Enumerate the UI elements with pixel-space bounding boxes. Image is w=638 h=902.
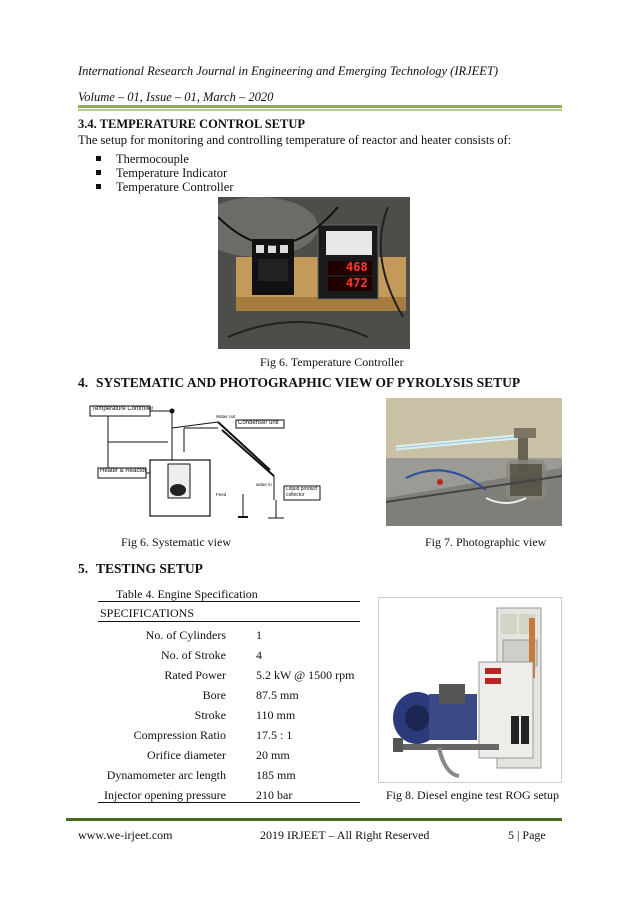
diesel-engine-photo bbox=[378, 597, 562, 783]
section-3-4-intro: The setup for monitoring and controlling temperature of reactor and heater consists of: bbox=[78, 133, 512, 147]
fig8-caption: Fig 8. Diesel engine test ROG setup bbox=[386, 788, 559, 802]
pyrolysis-photo bbox=[386, 398, 562, 526]
header-rule bbox=[78, 105, 562, 108]
systematic-diagram bbox=[88, 400, 322, 520]
diagram-label-temp-controller: Temperature Controller bbox=[92, 406, 154, 412]
spec-value: 5.2 kW @ 1500 rpm bbox=[256, 668, 355, 682]
diagram-label-condenser: Condenser unit bbox=[238, 420, 279, 426]
table-bottom-rule bbox=[98, 802, 360, 803]
section-5-number: 5. bbox=[78, 561, 89, 576]
table-header: SPECIFICATIONS bbox=[100, 606, 195, 620]
fig7-caption: Fig 7. Photographic view bbox=[425, 535, 547, 549]
component-list bbox=[96, 152, 233, 194]
spec-label: Orifice diameter bbox=[147, 748, 226, 762]
table-row bbox=[98, 768, 360, 788]
table-top-rule bbox=[98, 601, 360, 602]
spec-label: Injector opening pressure bbox=[104, 788, 226, 802]
footer-copyright: 2019 IRJEET – All Right Reserved bbox=[260, 828, 430, 842]
table-row bbox=[98, 668, 360, 688]
display-bottom-value: 472 bbox=[346, 276, 368, 290]
fig6-caption: Fig 6. Temperature Controller bbox=[260, 355, 404, 369]
table-row bbox=[98, 648, 360, 668]
footer-rule bbox=[66, 818, 562, 821]
list-item: Temperature Indicator bbox=[96, 166, 233, 180]
table-row bbox=[98, 708, 360, 728]
footer-website: www.we-irjeet.com bbox=[78, 828, 173, 842]
spec-value: 1 bbox=[256, 628, 262, 642]
fig6-systematic-caption: Fig 6. Systematic view bbox=[121, 535, 231, 549]
spec-value: 20 mm bbox=[256, 748, 290, 762]
list-item: Temperature Controller bbox=[96, 180, 233, 194]
table-row bbox=[98, 628, 360, 648]
footer-page-number: 5 | Page bbox=[508, 828, 546, 842]
spec-label: Bore bbox=[202, 688, 226, 702]
journal-title: International Research Journal in Engineering and Emerging Technology (IRJEET) bbox=[78, 64, 499, 78]
spec-label: Rated Power bbox=[164, 668, 226, 682]
table-caption: Table 4. Engine Specification bbox=[116, 587, 258, 601]
diagram-label-water-out: Water out bbox=[216, 414, 236, 419]
spec-label: Compression Ratio bbox=[133, 728, 226, 742]
diagram-label-heater-reactor: Heater & Reactor bbox=[100, 468, 147, 474]
spec-value: 110 mm bbox=[256, 708, 296, 722]
section-4-number: 4. bbox=[78, 375, 89, 390]
volume-info: Volume – 01, Issue – 01, March – 2020 bbox=[78, 90, 274, 104]
section-5-title: TESTING SETUP bbox=[96, 561, 203, 576]
diagram-label-liquid-collector: Liquid product collector bbox=[286, 486, 318, 498]
spec-label: No. of Stroke bbox=[161, 648, 226, 662]
table-header-rule bbox=[98, 621, 360, 622]
table-row bbox=[98, 688, 360, 708]
section-4-title: SYSTEMATIC AND PHOTOGRAPHIC VIEW OF PYROLYSIS SETUP bbox=[96, 375, 521, 390]
display-top-value: 468 bbox=[346, 260, 368, 274]
spec-value: 87.5 mm bbox=[256, 688, 299, 702]
spec-value: 185 mm bbox=[256, 768, 296, 782]
table-row bbox=[98, 748, 360, 768]
section-3-4-title: 3.4. TEMPERATURE CONTROL SETUP bbox=[78, 117, 306, 131]
spec-value: 4 bbox=[256, 648, 262, 662]
diagram-label-water-in: water in bbox=[256, 482, 272, 487]
diagram-label-feed: Feed bbox=[216, 492, 227, 497]
spec-label: No. of Cylinders bbox=[145, 628, 226, 642]
table-row bbox=[98, 728, 360, 748]
header-rule-thin bbox=[78, 109, 562, 111]
table-row bbox=[98, 788, 360, 808]
list-item: Thermocouple bbox=[96, 152, 233, 166]
temperature-controller-photo bbox=[218, 197, 410, 349]
spec-label: Dynamometer arc length bbox=[106, 768, 226, 782]
spec-value: 210 bar bbox=[256, 788, 293, 802]
spec-label: Stroke bbox=[194, 708, 226, 722]
spec-value: 17.5 : 1 bbox=[256, 728, 293, 742]
